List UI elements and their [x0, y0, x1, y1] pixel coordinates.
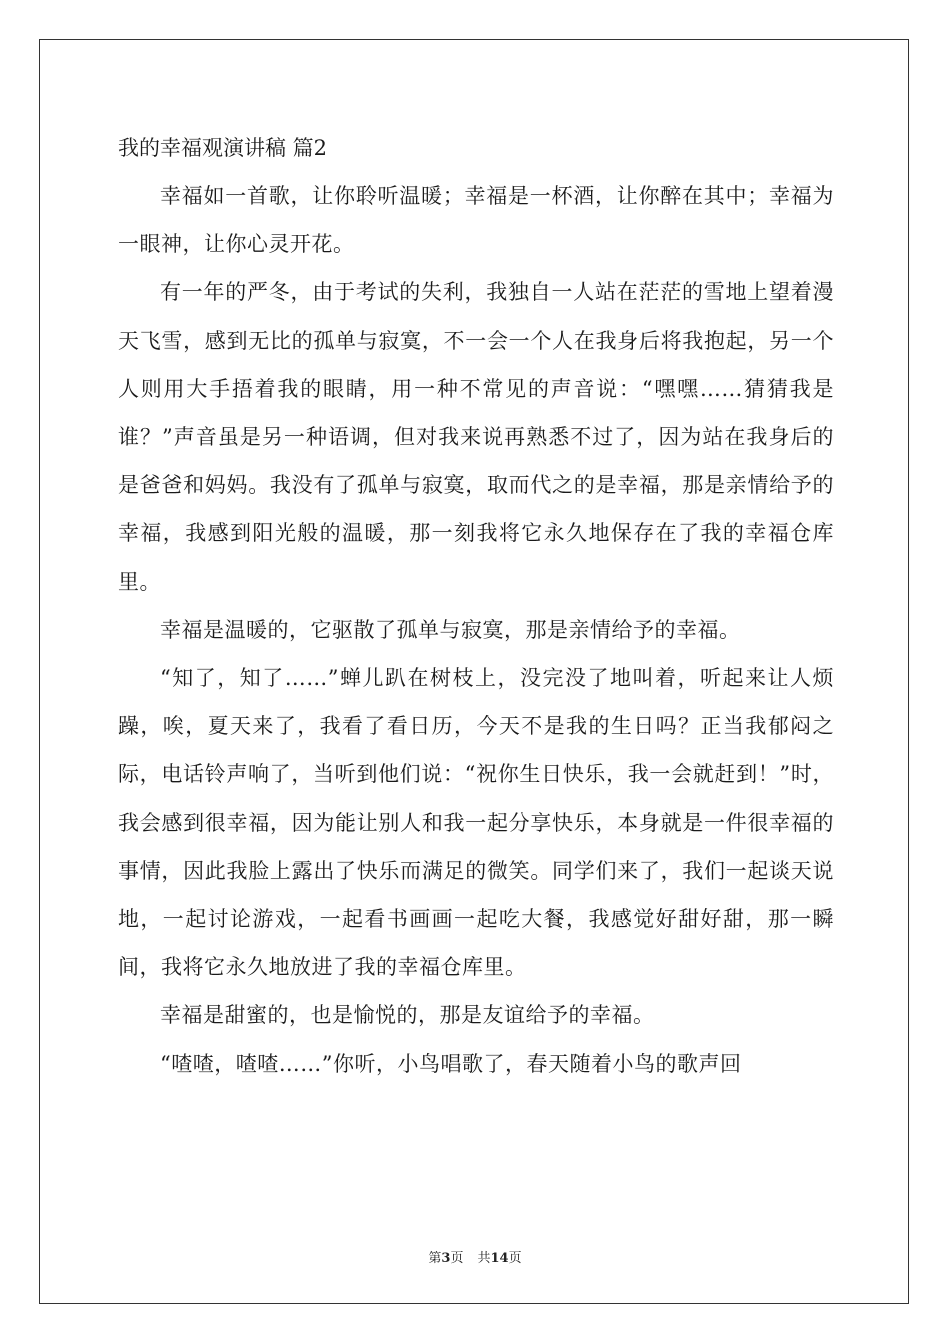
paragraph: “喳喳，喳喳……”你听，小鸟唱歌了，春天随着小鸟的歌声回 [160, 1051, 742, 1076]
paragraph: 幸福如一首歌，让你聆听温暖；幸福是一杯酒，让你醉在其中；幸福为一眼神，让你心灵开花。 [118, 184, 834, 257]
page-label-prefix: 第 [428, 1251, 442, 1266]
total-label-suffix: 页 [508, 1251, 522, 1266]
paragraph: “知了，知了……”蝉儿趴在树枝上，没完没了地叫着，听起来让人烦躁，唉，夏天来了，我看了看日历，今天不是我的生日吗？正当我郁闷之际，电话铃声响了，当听到他们说：“祝你生日快乐，我一会就赶到！”时，我会感到很幸福，因为能让别人和我一起分享快乐，本身就是一件很幸福的事情，因此我脸上露出了快乐而满足的微笑。同学们来了，我们一起谈天说地，一起讨论游戏，一起看书画画一起吃大餐，我感觉好甜好甜，那一瞬间，我将它永久地放进了我的幸福仓库里。 [118, 666, 834, 980]
document-body [118, 124, 834, 1088]
paragraph: 幸福是温暖的，它驱散了孤单与寂寞，那是亲情给予的幸福。 [160, 617, 741, 642]
total-label-prefix: 共 [477, 1251, 491, 1266]
paragraph: 有一年的严冬，由于考试的失利，我独自一人站在茫茫的雪地上望着漫天飞雪，感到无比的孤单与寂寞，不一会一个人在我身后将我抱起，另一个人则用大手捂着我的眼睛，用一种不常见的声音说：“嘿嘿……猜猜我是谁？”声音虽是另一种语调，但对我来说再熟悉不过了，因为站在我身后的是爸爸和妈妈。我没有了孤单与寂寞，取而代之的是幸福，那是亲情给予的幸福，我感到阳光般的温暖，那一刻我将它永久地保存在了我的幸福仓库里。 [118, 280, 834, 594]
page-number-total: 14 [490, 1251, 509, 1266]
paragraph: 幸福是甜蜜的，也是愉悦的，那是友谊给予的幸福。 [160, 1003, 655, 1028]
document-title: 我的幸福观演讲稿 篇2 [118, 136, 328, 160]
page-footer [0, 1247, 950, 1266]
page-label-suffix: 页 [450, 1251, 464, 1266]
page-number-current: 3 [441, 1251, 451, 1266]
